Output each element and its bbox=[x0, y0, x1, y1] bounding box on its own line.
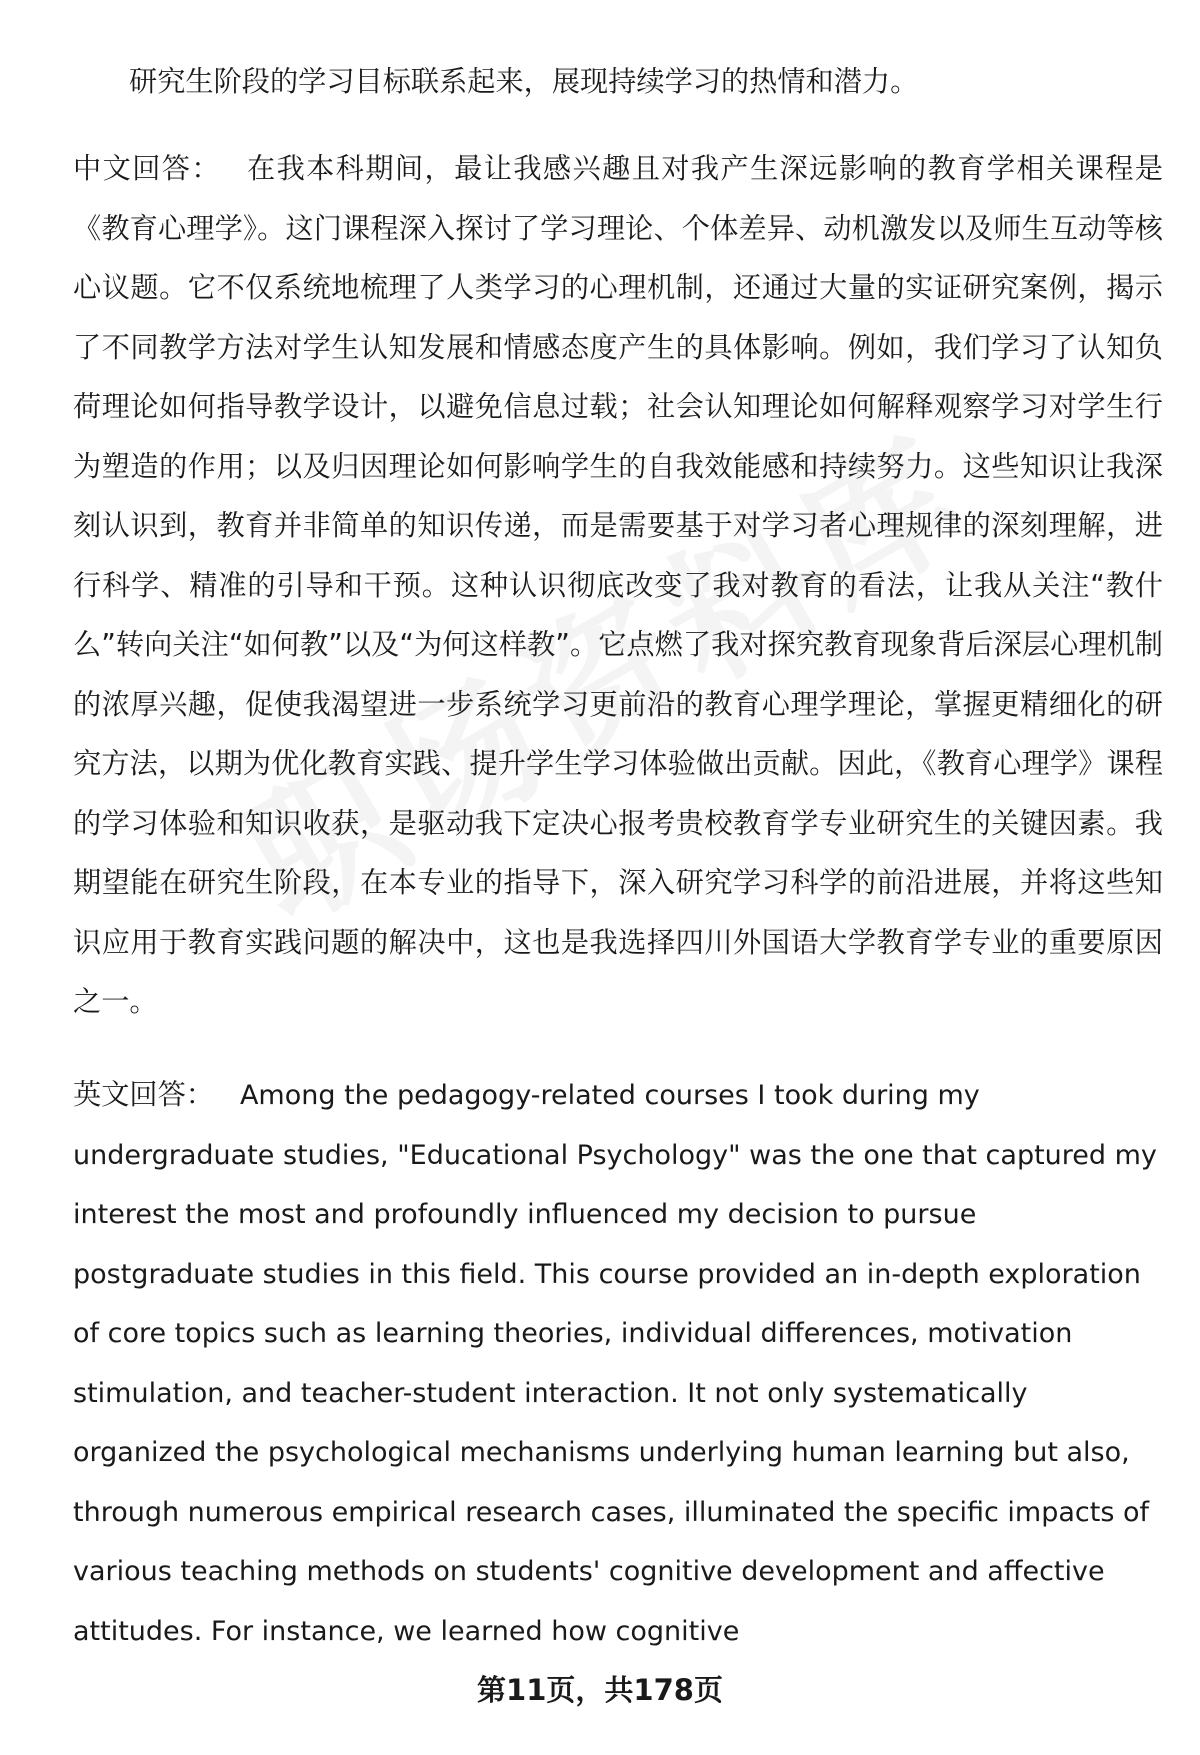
chinese-answer-paragraph bbox=[73, 139, 1163, 1032]
chinese-answer-label: 中文回答： bbox=[73, 152, 221, 185]
page-footer: 第11页，共178页 bbox=[477, 1673, 723, 1707]
english-answer-paragraph bbox=[73, 1065, 1163, 1661]
intro-paragraph: 研究生阶段的学习目标联系起来，展现持续学习的热情和潜力。 bbox=[129, 65, 919, 98]
english-answer-text: Among the pedagogy-related courses I took during my undergraduate studies, "Educational Psychology" was the one that captured my interest the most and profoundly influenced my decision to pursue postgraduate studies in this field. This course provided an in-depth exploration of core topics such as learning theories, individual differences, motivation stimulation, and teacher-student interaction. It not only systematically organized the psychological mechanisms underlying human learning but also, through numerous empirical research cases, illuminated the specific impacts of various teaching methods on students' cognitive development and affective attitudes. For instance, we learned how cognitive bbox=[73, 1080, 1157, 1647]
english-answer-label: 英文回答： bbox=[73, 1078, 214, 1111]
chinese-answer-text: 在我本科期间，最让我感兴趣且对我产生深远影响的教育学相关课程是《教育心理学》。这门课程深入探讨了学习理论、个体差异、动机激发以及师生互动等核心议题。它不仅系统地梳理了人类学习的心理机制，还通过大量的实证研究案例，揭示了不同教学方法对学生认知发展和情感态度产生的具体影响。例如，我们学习了认知负荷理论如何指导教学设计，以避免信息过载；社会认知理论如何解释观察学习对学生行为塑造的作用；以及归因理论如何影响学生的自我效能感和持续努力。这些知识让我深刻认识到，教育并非简单的知识传递，而是需要基于对学习者心理规律的深刻理解，进行科学、精准的引导和干预。这种认识彻底改变了我对教育的看法，让我从关注“教什么”转向关注“如何教”以及“为何这样教”。它点燃了我对探究教育现象背后深层心理机制的浓厚兴趣，促使我渴望进一步系统学习更前沿的教育心理学理论，掌握更精细化的研究方法，以期为优化教育实践、提升学生学习体验做出贡献。因此，《教育心理学》课程的学习体验和知识收获，是驱动我下定决心报考贵校教育学专业研究生的关键因素。我期望能在研究生阶段，在本专业的指导下，深入研究学习科学的前沿进展，并将这些知识应用于教育实践问题的解决中，这也是我选择四川外国语大学教育学专业的重要原因之一。 bbox=[73, 152, 1163, 1018]
